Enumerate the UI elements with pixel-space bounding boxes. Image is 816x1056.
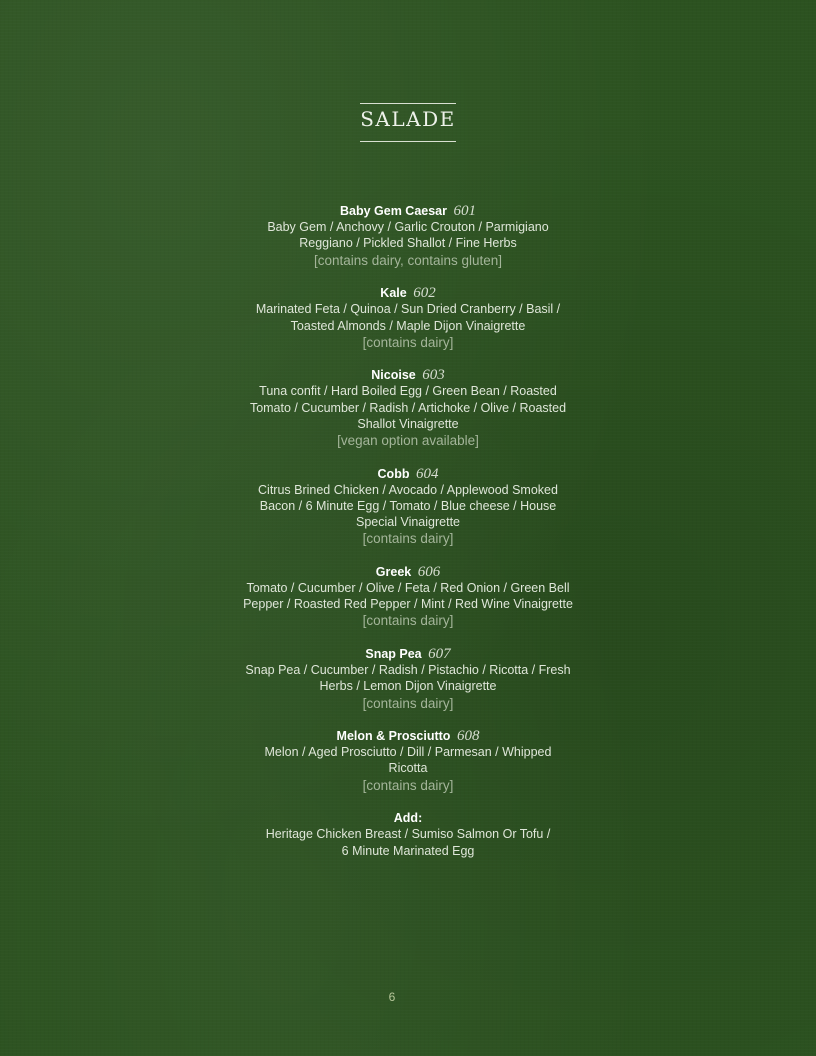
page-number: 6: [388, 990, 396, 1004]
menu-item-name: Snap Pea: [365, 646, 422, 661]
menu-item: [233, 203, 583, 269]
menu-item-allergen-note: [contains dairy, contains gluten]: [313, 252, 503, 268]
menu-item-code: 602: [413, 285, 436, 302]
menu-item-description-line: Citrus Brined Chicken / Avocado / Applewood Smoked: [258, 482, 558, 497]
menu-item-header: [233, 564, 583, 580]
add-ons-title: Add:: [393, 811, 423, 826]
page-title: SALADE: [360, 103, 456, 142]
menu-item-name: Cobb: [377, 466, 410, 481]
menu-item-description-line: Tomato / Cucumber / Radish / Artichoke / Olive / Roasted: [249, 400, 567, 415]
add-ons-line: 6 Minute Marinated Egg: [341, 843, 475, 858]
menu-item-description-line: Ricotta: [388, 761, 428, 776]
menu-item-description-line: Tuna confit / Hard Boiled Egg / Green Bean / Roasted: [259, 384, 557, 399]
menu-item-code: 606: [417, 563, 441, 580]
menu-item: [233, 564, 583, 630]
add-ons-section: [233, 810, 583, 859]
menu-item-name: Kale: [380, 286, 407, 301]
menu-item-allergen-note: [contains dairy]: [362, 334, 454, 350]
menu-item-description-line: Snap Pea / Cucumber / Radish / Pistachio / Ricotta / Fresh: [245, 663, 571, 678]
menu-item: [233, 466, 583, 548]
menu-item-header: [233, 728, 583, 744]
menu-item-header: [233, 466, 583, 482]
menu-item-code: 608: [456, 728, 480, 745]
menu-item: [233, 646, 583, 712]
menu-item-allergen-note: [contains dairy]: [362, 531, 454, 547]
menu-item-description-line: Bacon / 6 Minute Egg / Tomato / Blue cheese / House: [259, 498, 557, 513]
menu-item-code: 607: [428, 645, 451, 662]
menu-item-code: 603: [422, 367, 445, 384]
menu-item-description-line: Reggiano / Pickled Shallot / Fine Herbs: [299, 236, 517, 251]
menu-item-description-line: Shallot Vinaigrette: [357, 416, 459, 431]
menu-item-header: [233, 285, 583, 301]
menu-item-name: Greek: [375, 564, 412, 579]
menu-item: [233, 728, 583, 794]
menu-item-code: 604: [415, 465, 439, 482]
menu-item-description-line: Pepper / Roasted Red Pepper / Mint / Red Wine Vinaigrette: [243, 597, 573, 612]
menu-item-dietary-note: [vegan option available]: [337, 433, 479, 449]
menu-item: [233, 285, 583, 351]
menu-item-description-line: Baby Gem / Anchovy / Garlic Crouton / Parmigiano: [267, 220, 549, 235]
page-title-wrapper: [0, 103, 816, 142]
menu-item-header: [233, 646, 583, 662]
menu-item-description-line: Melon / Aged Prosciutto / Dill / Parmesan / Whipped: [264, 745, 552, 760]
menu-item-allergen-note: [contains dairy]: [362, 613, 454, 629]
menu-item-code: 601: [453, 203, 476, 219]
menu-item-description-line: Special Vinaigrette: [355, 515, 460, 530]
menu-item-header: [233, 203, 583, 219]
menu-list: [0, 203, 816, 859]
menu-item-allergen-note: [contains dairy]: [362, 695, 454, 711]
menu-item-description-line: Toasted Almonds / Maple Dijon Vinaigrette: [290, 318, 526, 333]
menu-item-name: Melon & Prosciutto: [336, 729, 451, 744]
menu-item: [233, 367, 583, 449]
menu-item-allergen-note: [contains dairy]: [362, 777, 454, 793]
menu-item-description-line: Tomato / Cucumber / Olive / Feta / Red Onion / Green Bell: [246, 581, 570, 596]
menu-item-description-line: Herbs / Lemon Dijon Vinaigrette: [319, 679, 497, 694]
add-ons-line: Heritage Chicken Breast / Sumiso Salmon Or Tofu /: [265, 827, 551, 842]
menu-item-description-line: Marinated Feta / Quinoa / Sun Dried Cranberry / Basil /: [255, 302, 561, 317]
menu-item-name: Nicoise: [371, 368, 416, 383]
menu-item-header: [233, 367, 583, 383]
menu-item-name: Baby Gem Caesar: [340, 204, 448, 218]
